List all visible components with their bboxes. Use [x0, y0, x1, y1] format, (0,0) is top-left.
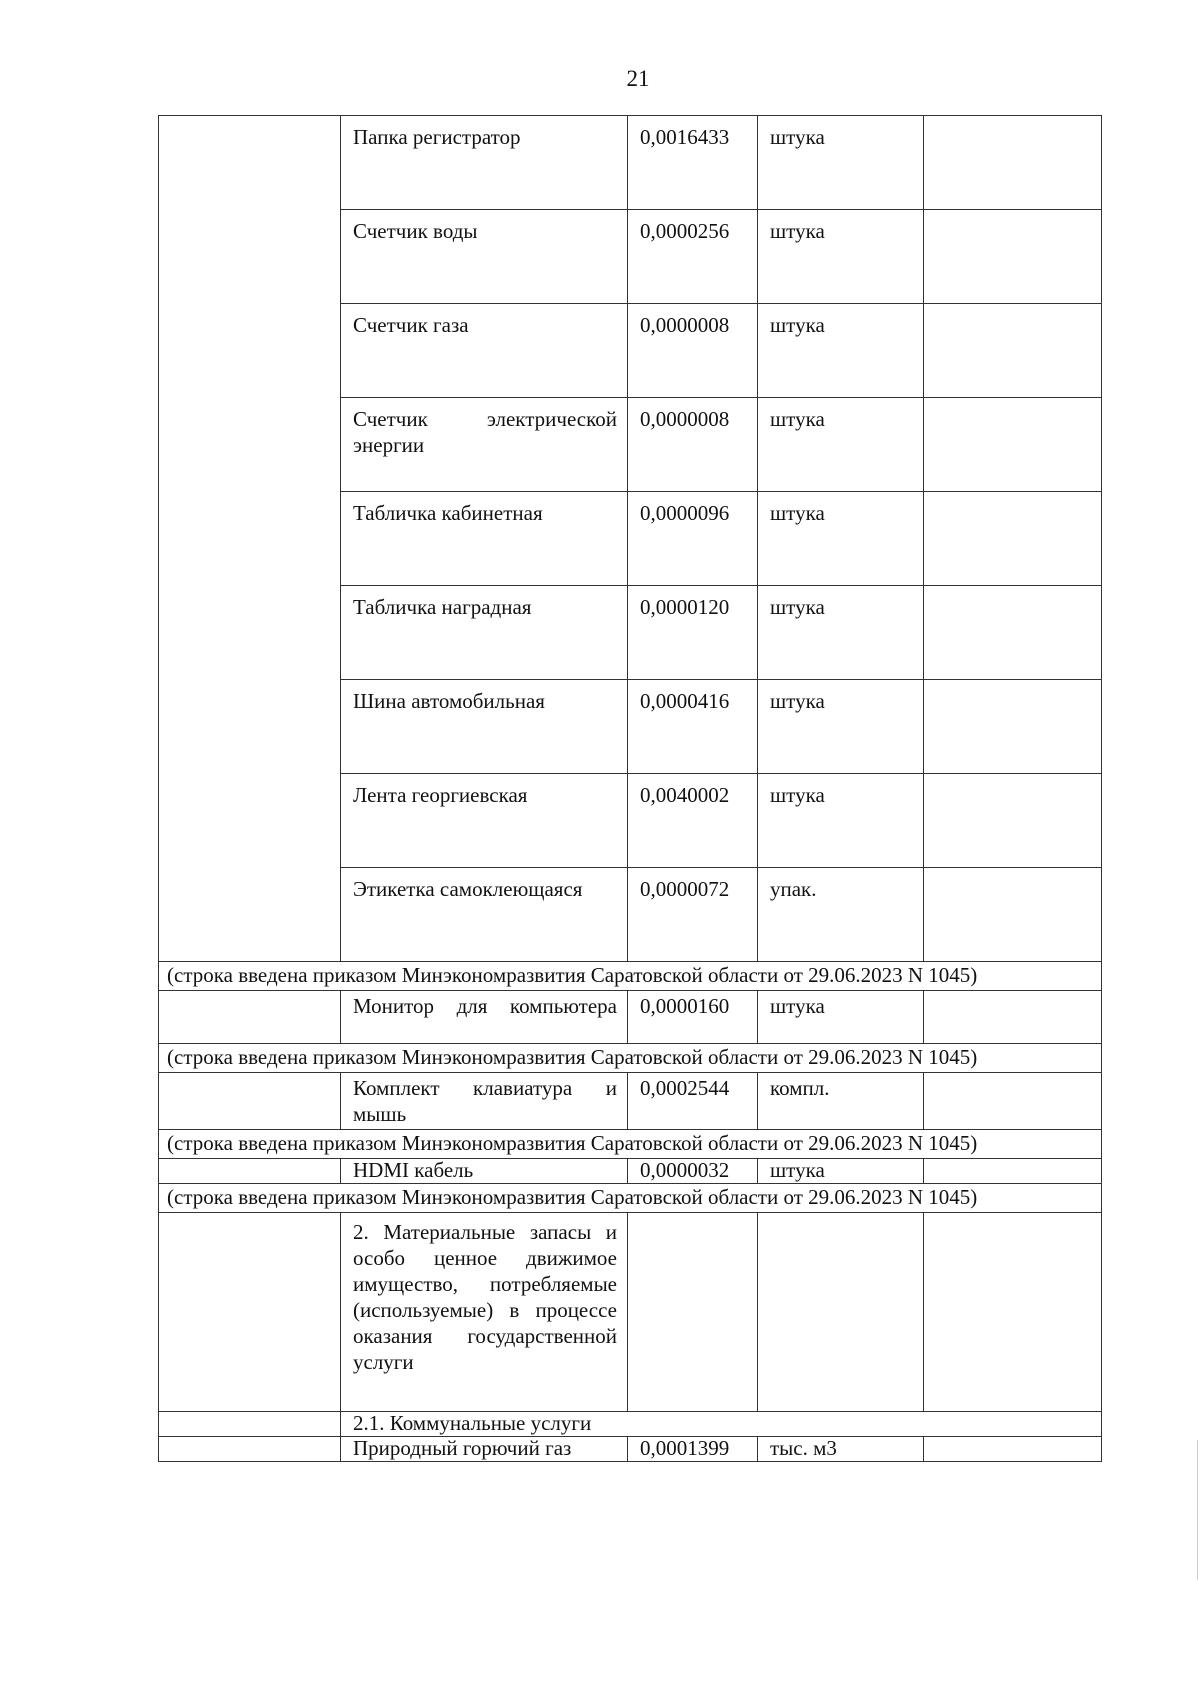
section-2-1-title: 2.1. Коммунальные услуги — [341, 1412, 1102, 1437]
item-value: 0,0000032 — [628, 1159, 758, 1184]
table-row — [159, 116, 1102, 210]
norms-table — [158, 115, 1102, 1462]
item-name: Природный горючий газ — [341, 1437, 628, 1462]
item-value: 0,0000120 — [628, 586, 758, 680]
item-name: HDMI кабель — [341, 1159, 628, 1184]
empty-cell — [628, 1213, 758, 1412]
item-value: 0,0016433 — [628, 116, 758, 210]
empty-cell — [159, 1213, 341, 1412]
table-row — [159, 1159, 1102, 1184]
item-value: 0,0000256 — [628, 210, 758, 304]
section-2-title: 2. Материальные запасы и особо ценное движимое имущество, потребляемые (используемые) в процессе оказания государственной услуги — [341, 1213, 628, 1412]
item-unit: штука — [758, 304, 924, 398]
item-unit: штука — [758, 116, 924, 210]
item-unit: штука — [758, 774, 924, 868]
item-name: Счетчик электрической энергии — [341, 398, 628, 492]
scan-edge-line — [1197, 1440, 1198, 1580]
empty-cell — [924, 1213, 1102, 1412]
amendment-note-row — [159, 1044, 1102, 1073]
item-unit: штука — [758, 586, 924, 680]
item-value: 0,0001399 — [628, 1437, 758, 1462]
section-heading-row — [159, 1213, 1102, 1412]
item-value: 0,0000008 — [628, 398, 758, 492]
amendment-note: (строка введена приказом Минэкономразвития Саратовской области от 29.06.2023 N 1045) — [159, 1130, 1102, 1159]
item-name: Лента георгиевская — [341, 774, 628, 868]
item-value: 0,0000072 — [628, 868, 758, 962]
item-unit: компл. — [758, 1073, 924, 1130]
empty-cell — [159, 1412, 341, 1437]
amendment-note-row — [159, 962, 1102, 991]
item-value: 0,0040002 — [628, 774, 758, 868]
empty-cell — [924, 398, 1102, 492]
amendment-note: (строка введена приказом Минэкономразвития Саратовской области от 29.06.2023 N 1045) — [159, 962, 1102, 991]
empty-cell — [159, 991, 341, 1044]
amendment-note: (строка введена приказом Минэкономразвития Саратовской области от 29.06.2023 N 1045) — [159, 1044, 1102, 1073]
empty-cell — [924, 1437, 1102, 1462]
item-unit: штука — [758, 1159, 924, 1184]
table-row — [159, 1437, 1102, 1462]
item-name: Счетчик газа — [341, 304, 628, 398]
empty-cell — [924, 1073, 1102, 1130]
empty-cell — [924, 868, 1102, 962]
amendment-note-row — [159, 1130, 1102, 1159]
item-name: Шина автомобильная — [341, 680, 628, 774]
item-value: 0,0000008 — [628, 304, 758, 398]
empty-cell — [924, 586, 1102, 680]
item-unit: штука — [758, 210, 924, 304]
empty-cell — [924, 116, 1102, 210]
empty-cell — [924, 1159, 1102, 1184]
empty-cell — [159, 1073, 341, 1130]
empty-cell — [924, 774, 1102, 868]
item-name: Монитор для компьютера — [341, 991, 628, 1044]
item-unit: тыс. м3 — [758, 1437, 924, 1462]
item-name: Табличка кабинетная — [341, 492, 628, 586]
item-value: 0,0000416 — [628, 680, 758, 774]
item-unit: штука — [758, 991, 924, 1044]
amendment-note-row — [159, 1184, 1102, 1213]
empty-cell — [924, 680, 1102, 774]
item-name: Табличка наградная — [341, 586, 628, 680]
item-name: Папка регистратор — [341, 116, 628, 210]
table-row — [159, 991, 1102, 1044]
empty-cell — [924, 492, 1102, 586]
amendment-note: (строка введена приказом Минэкономразвития Саратовской области от 29.06.2023 N 1045) — [159, 1184, 1102, 1213]
empty-cell — [924, 304, 1102, 398]
item-name: Комплект клавиатура и мышь — [341, 1073, 628, 1130]
empty-cell — [758, 1213, 924, 1412]
empty-cell — [924, 991, 1102, 1044]
item-value: 0,0000096 — [628, 492, 758, 586]
item-value: 0,0000160 — [628, 991, 758, 1044]
page-number: 21 — [626, 66, 650, 91]
empty-cell — [159, 116, 341, 962]
table-row — [159, 1073, 1102, 1130]
item-value: 0,0002544 — [628, 1073, 758, 1130]
empty-cell — [159, 1437, 341, 1462]
subsection-heading-row — [159, 1412, 1102, 1437]
item-unit: упак. — [758, 868, 924, 962]
item-name: Счетчик воды — [341, 210, 628, 304]
item-unit: штука — [758, 492, 924, 586]
item-unit: штука — [758, 398, 924, 492]
empty-cell — [159, 1159, 341, 1184]
empty-cell — [924, 210, 1102, 304]
item-unit: штука — [758, 680, 924, 774]
item-name: Этикетка самоклеющаяся — [341, 868, 628, 962]
